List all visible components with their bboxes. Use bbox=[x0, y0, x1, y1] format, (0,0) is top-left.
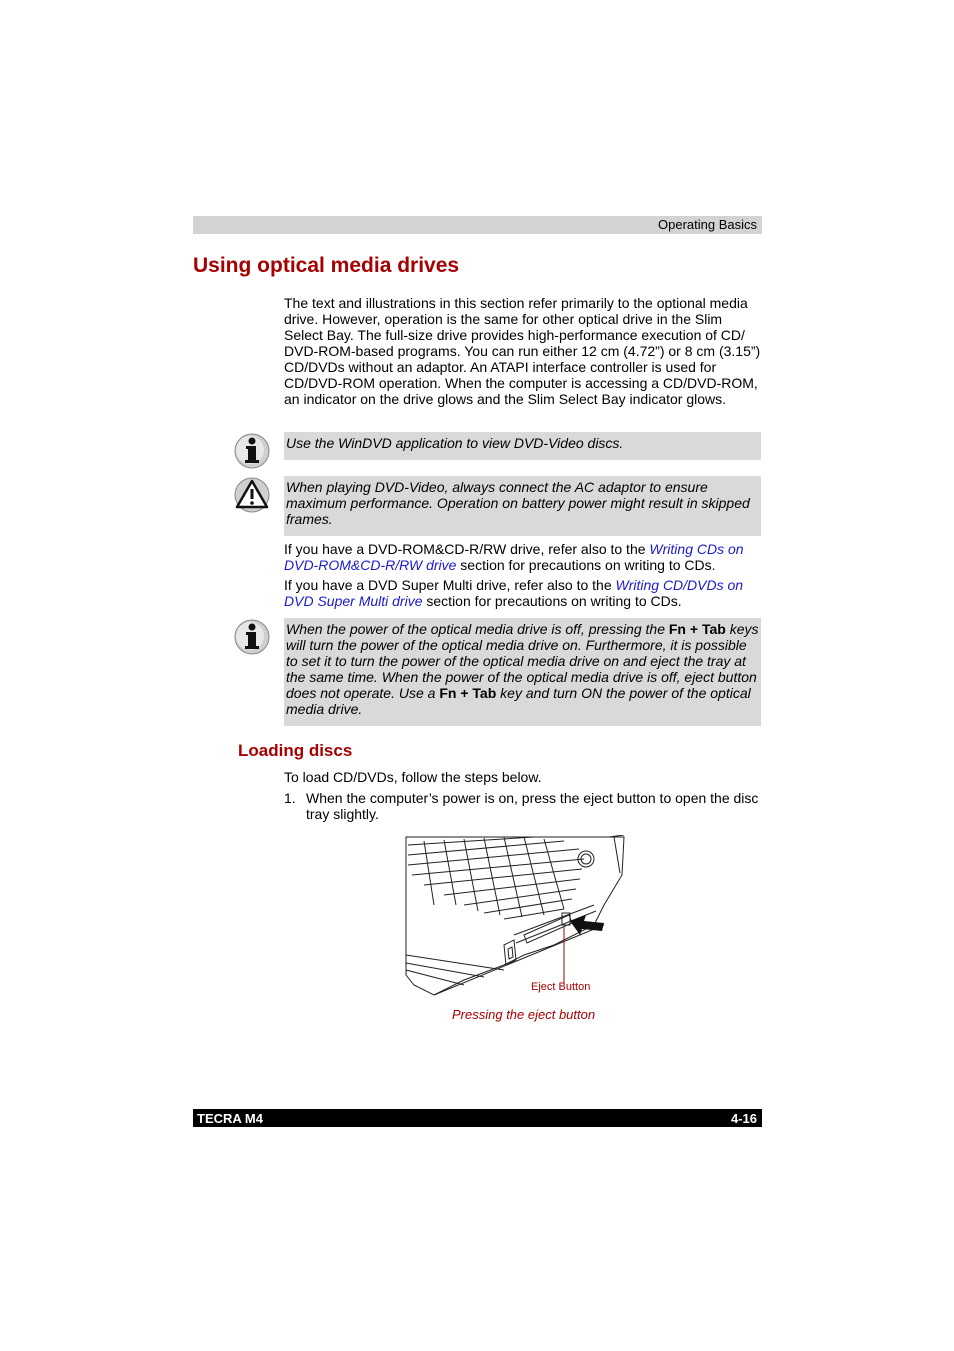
paragraph-cdrw bbox=[284, 541, 761, 573]
note-drive-power-text-2: keys will turn the power of the optical media drive on. Furthermore, it is possible to set it to turn the power of the optical media drive on and eject the tray at the same time. When the power of the optical media drive is off, eject button does not operate. Use a bbox=[286, 621, 759, 701]
paragraph-cdrw-text-end: section for precautions on writing to CDs. bbox=[456, 557, 716, 573]
step-number: 1. bbox=[284, 790, 296, 806]
header-bar bbox=[193, 216, 762, 234]
paragraph-cdrw-text: If you have a DVD-ROM&CD-R/RW drive, refer also to the bbox=[284, 541, 650, 557]
key-fn: Fn bbox=[668, 621, 686, 637]
paragraph-super-multi-text-end: section for precautions on writing to CDs. bbox=[422, 593, 682, 609]
page-title: Using optical media drives bbox=[193, 254, 460, 277]
link-writing-super-multi[interactable]: Writing CD/DVDs on DVD Super Multi drive bbox=[284, 577, 744, 609]
info-icon bbox=[234, 433, 270, 469]
key-tab: Tab bbox=[472, 685, 497, 701]
eject-button-label: Eject Button bbox=[531, 981, 591, 993]
warning-icon bbox=[234, 477, 270, 513]
info-icon bbox=[234, 619, 270, 655]
header-section-label: Operating Basics bbox=[658, 217, 757, 232]
caution-dvd-video: When playing DVD-Video, always connect the AC adaptor to ensure maximum performance. Operation on battery power might result in skipped frames. bbox=[284, 476, 761, 536]
intro-paragraph: The text and illustrations in this section refer primarily to the optional media drive. However, operation is the same for other optical drive in the Slim Select Bay. The full-size drive provides high-performance execution of CD/ DVD-ROM-based programs. You can run either 12 cm (4.72”) or 8 cm (3.15”) CD/DVDs without an adaptor. An ATAPI interface controller is used for CD/DVD-ROM operation. When the computer is accessing a CD/DVD-ROM, an indicator on the drive glows and the Slim Select Bay indicator glows. bbox=[284, 295, 761, 407]
footer-page-number: 4-16 bbox=[730, 1111, 757, 1126]
note-drive-power-text: When the power of the optical media drive is off, pressing the bbox=[286, 621, 669, 637]
key-fn: Fn bbox=[439, 685, 457, 701]
note-windvd: Use the WinDVD application to view DVD-Video discs. bbox=[284, 432, 761, 460]
key-tab: Tab bbox=[701, 621, 726, 637]
load-intro: To load CD/DVDs, follow the steps below. bbox=[284, 769, 542, 785]
step-text: When the computer’s power is on, press the eject button to open the disc tray slightly. bbox=[306, 790, 759, 822]
footer-bar bbox=[193, 1109, 762, 1127]
link-writing-cds-cdrw[interactable]: Writing CDs on DVD-ROM&CD-R/RW drive bbox=[284, 541, 744, 573]
section-heading-loading-discs: Loading discs bbox=[238, 741, 353, 760]
paragraph-super-multi-text: If you have a DVD Super Multi drive, refer also to the bbox=[284, 577, 616, 593]
laptop-eject-illustration bbox=[404, 835, 628, 1001]
key-plus: + bbox=[685, 621, 702, 637]
note-drive-power bbox=[284, 618, 761, 726]
footer-model: TECRA M4 bbox=[197, 1111, 263, 1126]
note-drive-power-text-3: key and turn ON the power of the optical media drive. bbox=[286, 685, 751, 717]
figure-caption: Pressing the eject button bbox=[452, 1007, 596, 1022]
key-plus: + bbox=[456, 685, 473, 701]
paragraph-super-multi bbox=[284, 577, 761, 609]
